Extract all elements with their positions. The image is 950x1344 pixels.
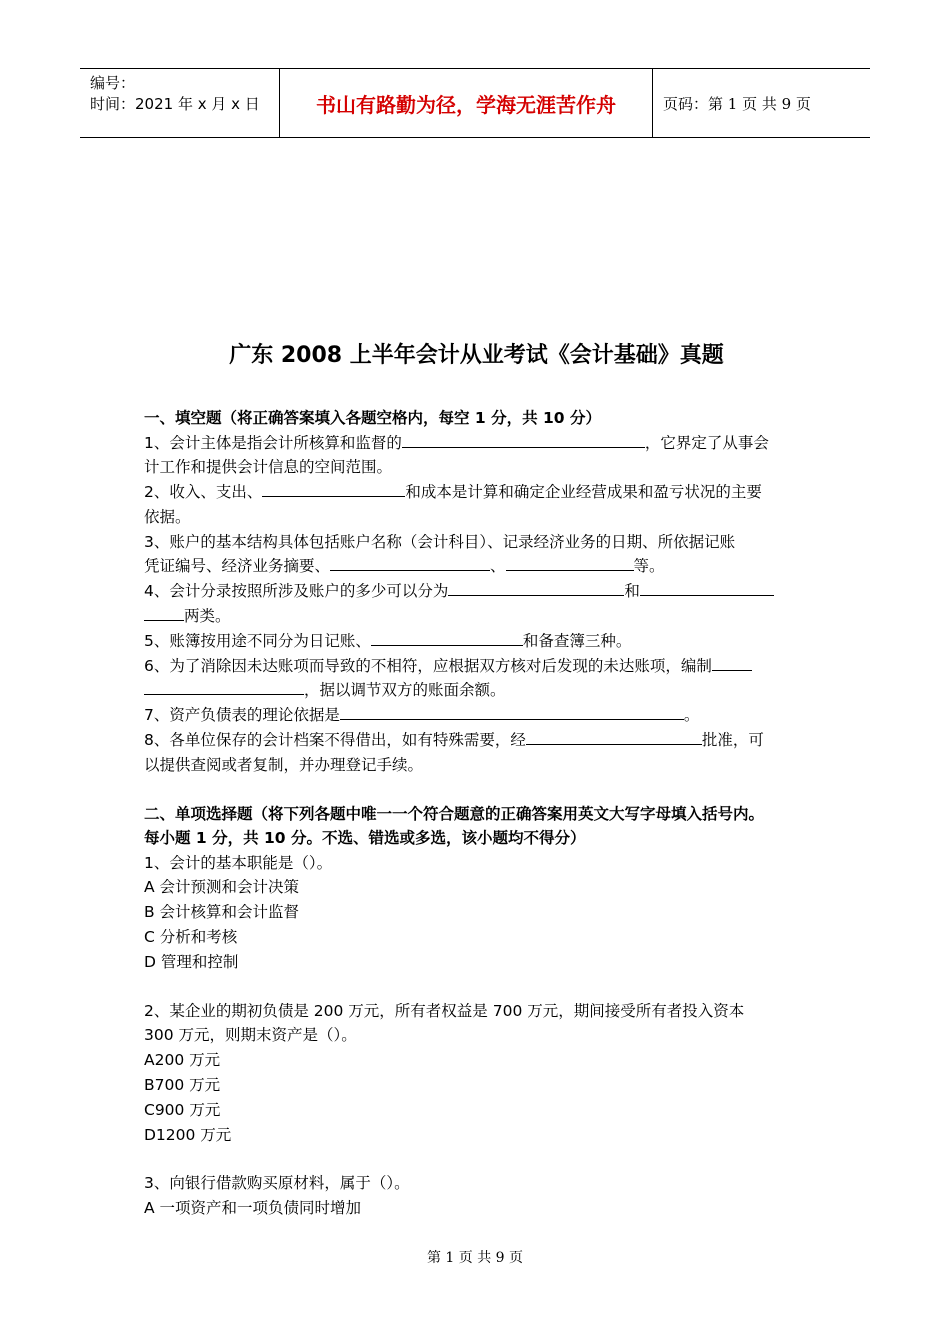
blank-line <box>402 432 645 448</box>
s2-q2-line2: 300 万元，则期末资产是（）。 <box>144 1026 357 1045</box>
s1-q8-line1: 8、各单位保存的会计档案不得借出，如有特殊需要，经 批准，可 <box>144 731 764 750</box>
s2-q2-option-b: B700 万元 <box>144 1076 221 1095</box>
spacer <box>144 975 809 999</box>
blank-line <box>448 580 624 596</box>
header-left-cell <box>80 69 280 137</box>
blank-line <box>526 729 702 745</box>
s2-q3: 3、向银行借款购买原材料，属于（）。 <box>144 1174 410 1193</box>
blank-line <box>640 580 774 596</box>
blank-line <box>506 555 634 571</box>
s1-q4-line1: 4、会计分录按照所涉及账户的多少可以分为 和 <box>144 579 809 604</box>
s2-q1-option-b: B 会计核算和会计监督 <box>144 903 300 922</box>
page-footer: 第 1 页 共 9 页 <box>426 1250 524 1266</box>
s1-q2-line1: 2、收入、支出、 和成本是计算和确定企业经营成果和盈亏状况的主要 <box>144 483 762 502</box>
s2-q1: 1、会计的基本职能是（）。 <box>144 853 333 872</box>
s1-q2-line2: 依据。 <box>144 507 191 526</box>
s1-q6-line1: 6、为了消除因未达账项而导致的不相符，应根据双方核对后发现的未达账项，编制 <box>144 654 809 679</box>
s2-q2-option-c: C900 万元 <box>144 1100 221 1119</box>
s1-q3-line1: 3、账户的基本结构具体包括账户名称（会计科目）、记录经济业务的日期、所依据记账 <box>144 532 736 551</box>
blank-line <box>712 655 752 671</box>
spacer <box>144 778 809 802</box>
s2-q1-option-c: C 分析和考核 <box>144 928 238 947</box>
s1-q6-line2: ，据以调节双方的账面余额。 <box>144 678 809 703</box>
s2-q3-option-a: A 一项资产和一项负债同时增加 <box>144 1199 362 1218</box>
blank-line <box>340 704 684 720</box>
s2-q2-line1: 2、某企业的期初负债是 200 万元，所有者权益是 700 万元，期间接受所有者投入资本 <box>144 1001 745 1020</box>
s2-q1-option-a: A 会计预测和会计决策 <box>144 878 300 897</box>
page-header <box>80 68 870 138</box>
s2-q1-option-d: D 管理和控制 <box>144 952 239 971</box>
section2-heading-line2: 每小题 1 分，共 10 分。不选、错选或多选，该小题均不得分） <box>144 829 586 848</box>
s1-q4-line2: 两类。 <box>144 604 809 629</box>
blank-line <box>262 481 405 497</box>
blank-line <box>144 679 304 695</box>
s1-q8-line2: 以提供查阅或者复制，并办理登记手续。 <box>144 755 424 774</box>
s1-q1-line2: 计工作和提供会计信息的空间范围。 <box>144 458 393 477</box>
s1-q1-line1: 1、会计主体是指会计所核算和监督的 ，它界定了从事会 <box>144 433 769 452</box>
header-motto: 书山有路勤为径，学海无涯苦作舟 <box>280 69 653 137</box>
spacer <box>144 1147 809 1171</box>
number-label: 编号： <box>90 74 136 92</box>
blank-line <box>371 630 523 646</box>
header-page-info: 页码：第 1 页 共 9 页 <box>663 94 811 113</box>
s2-q2-option-d: D1200 万元 <box>144 1125 232 1144</box>
document-body <box>144 338 809 1221</box>
s1-q5: 5、账簿按用途不同分为日记账、 和备查簿三种。 <box>144 631 632 650</box>
section1-heading: 一、填空题（将正确答案填入各题空格内，每空 1 分，共 10 分） <box>144 409 601 427</box>
document-title: 广东 2008 上半年会计从业考试《会计基础》真题 <box>229 343 724 368</box>
section2-heading-line1: 二、单项选择题（将下列各题中唯一一个符合题意的正确答案用英文大写字母填入括号内。 <box>144 804 765 823</box>
s1-q7: 7、资产负债表的理论依据是 。 <box>144 706 700 725</box>
blank-line <box>330 555 490 571</box>
s2-q2-option-a: A200 万元 <box>144 1051 221 1070</box>
blank-line <box>144 605 184 621</box>
time-label: 时间：2021 年 x 月 x 日 <box>90 95 260 113</box>
s1-q3-line2: 凭证编号、经济业务摘要、 、 等。 <box>144 557 665 576</box>
